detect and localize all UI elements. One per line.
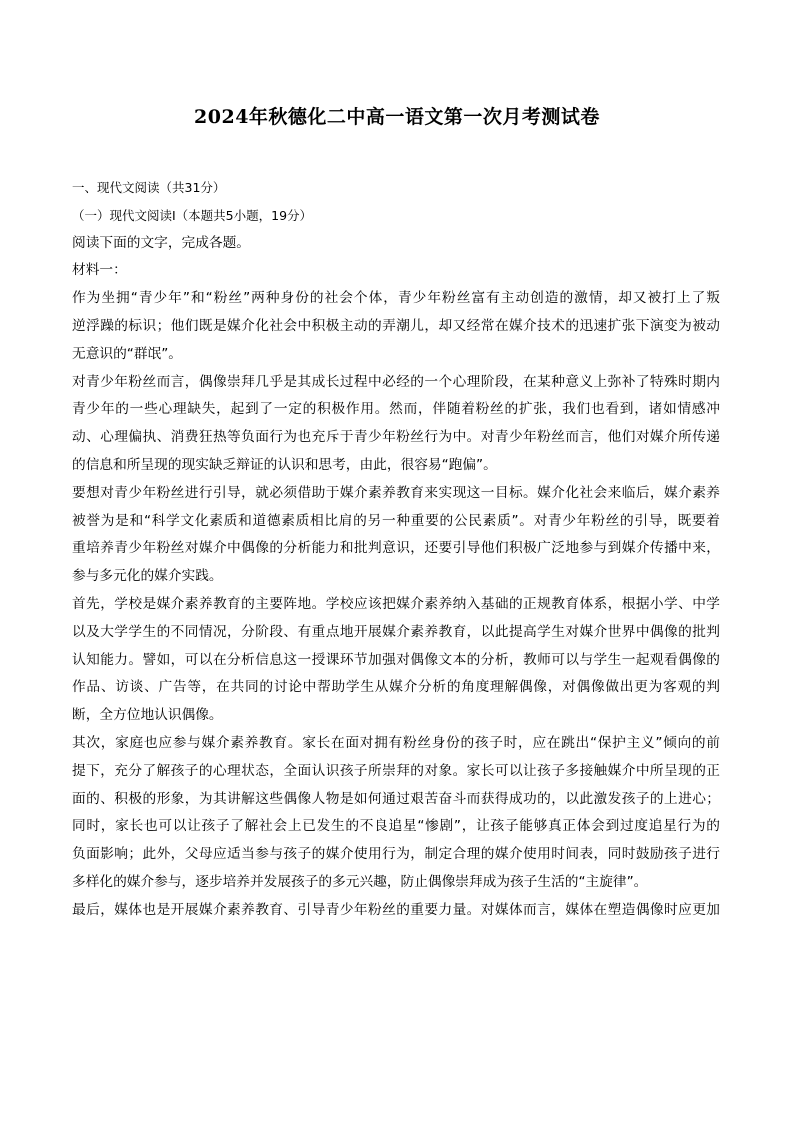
text-line: 最后，媒体也是开展媒介素养教育、引导青少年粉丝的重要力量。对媒体而言，媒体在塑造偶像时应更加 (72, 901, 720, 918)
text-line: 重培养青少年粉丝对媒介中偶像的分析能力和批判意识，还要引导他们积极广泛地参与到媒介传播中来， (72, 540, 720, 557)
page-title: 2024年秋德化二中高一语文第一次月考测试卷 (194, 106, 600, 128)
text-line: 断，全方位地认识偶像。 (72, 707, 223, 724)
text-line: 首先，学校是媒介素养教育的主要阵地。学校应该把媒介素养纳入基础的正规教育体系，根据小学、中学 (72, 595, 720, 612)
text-line: 认知能力。譬如，可以在分析信息这一授课环节加强对偶像文本的分析，教师可以与学生一起观看偶像的 (72, 651, 720, 668)
paragraph (72, 897, 720, 925)
text-line: 无意识的“群氓”。 (72, 345, 182, 362)
text-line: 青少年的一些心理缺失，起到了一定的积极作用。然而，伴随着粉丝的扩张，我们也看到，诸如情感冲 (72, 401, 720, 418)
paragraph (72, 480, 720, 591)
paragraph (72, 369, 720, 480)
text-line: 逆浮躁的标识；他们既是媒介化社会中积极主动的弄潮儿，却又经常在媒介技术的迅速扩张下演变为被动 (72, 317, 720, 334)
text-line: 作为坐拥“青少年”和“粉丝”两种身份的社会个体，青少年粉丝富有主动创造的激情，却又被打上了叛 (72, 290, 720, 307)
text-line: 同时，家长也可以让孩子了解社会上已发生的不良追星“惨剧”，让孩子能够真正体会到过度追星行为的 (72, 818, 720, 835)
text-line: 多样化的媒介参与，逐步培养并发展孩子的多元兴趣，防止偶像崇拜成为孩子生活的“主旋律”。 (72, 873, 648, 890)
text-line: 被誉为是和“科学文化素质和道德素质相比肩的另一种重要的公民素质”。对青少年粉丝的引导，既要着 (72, 512, 720, 529)
text-line: 其次，家庭也应参与媒介素养教育。家长在面对拥有粉丝身份的孩子时，应在跳出“保护主义”倾向的前 (72, 734, 720, 751)
text-line: 提下，充分了解孩子的心理状态，全面认识孩子所崇拜的对象。家长可以让孩子多接触媒介中所呈现的正 (72, 762, 720, 779)
text-line: 的信息和所呈现的现实缺乏辩证的认识和思考，由此，很容易“跑偏”。 (72, 456, 497, 473)
paragraph (72, 591, 720, 730)
paragraph (72, 285, 720, 368)
text-line: 面的、积极的形象，为其讲解这些偶像人物是如何通过艰苦奋斗而获得成功的，以此激发孩子的上进心； (72, 790, 720, 807)
text-line: 作品、访谈、广告等，在共同的讨论中帮助学生从媒介分析的角度理解偶像，对偶像做出更为客观的判 (72, 679, 720, 696)
text-line: 以及大学学生的不同情况，分阶段、有重点地开展媒介素养教育，以此提高学生对媒介世界中偶像的批判 (72, 623, 720, 640)
text-line: 参与多元化的媒介实践。 (72, 568, 223, 585)
text-line: 对青少年粉丝而言，偶像崇拜几乎是其成长过程中必经的一个心理阶段，在某种意义上弥补了特殊时期内 (72, 373, 720, 390)
subsection-heading: （一）现代文阅读Ⅰ（本题共5小题，19分） (72, 207, 313, 223)
text-line: 动、心理偏执、消费狂热等负面行为也充斥于青少年粉丝行为中。对青少年粉丝而言，他们对媒介所传递 (72, 429, 720, 446)
paragraph (72, 730, 720, 897)
material-label: 材料一： (72, 262, 127, 279)
text-line: 负面影响；此外，父母应适当参与孩子的媒介使用行为，制定合理的媒介使用时间表，同时鼓励孩子进行 (72, 846, 720, 863)
section-heading: 一、现代文阅读（共31分） (72, 180, 226, 195)
document-body (72, 174, 720, 925)
text-line: 要想对青少年粉丝进行引导，就必须借助于媒介素养教育来实现这一目标。媒介化社会来临后，媒介素养 (72, 484, 720, 501)
instruction-text: 阅读下面的文字，完成各题。 (72, 234, 250, 251)
